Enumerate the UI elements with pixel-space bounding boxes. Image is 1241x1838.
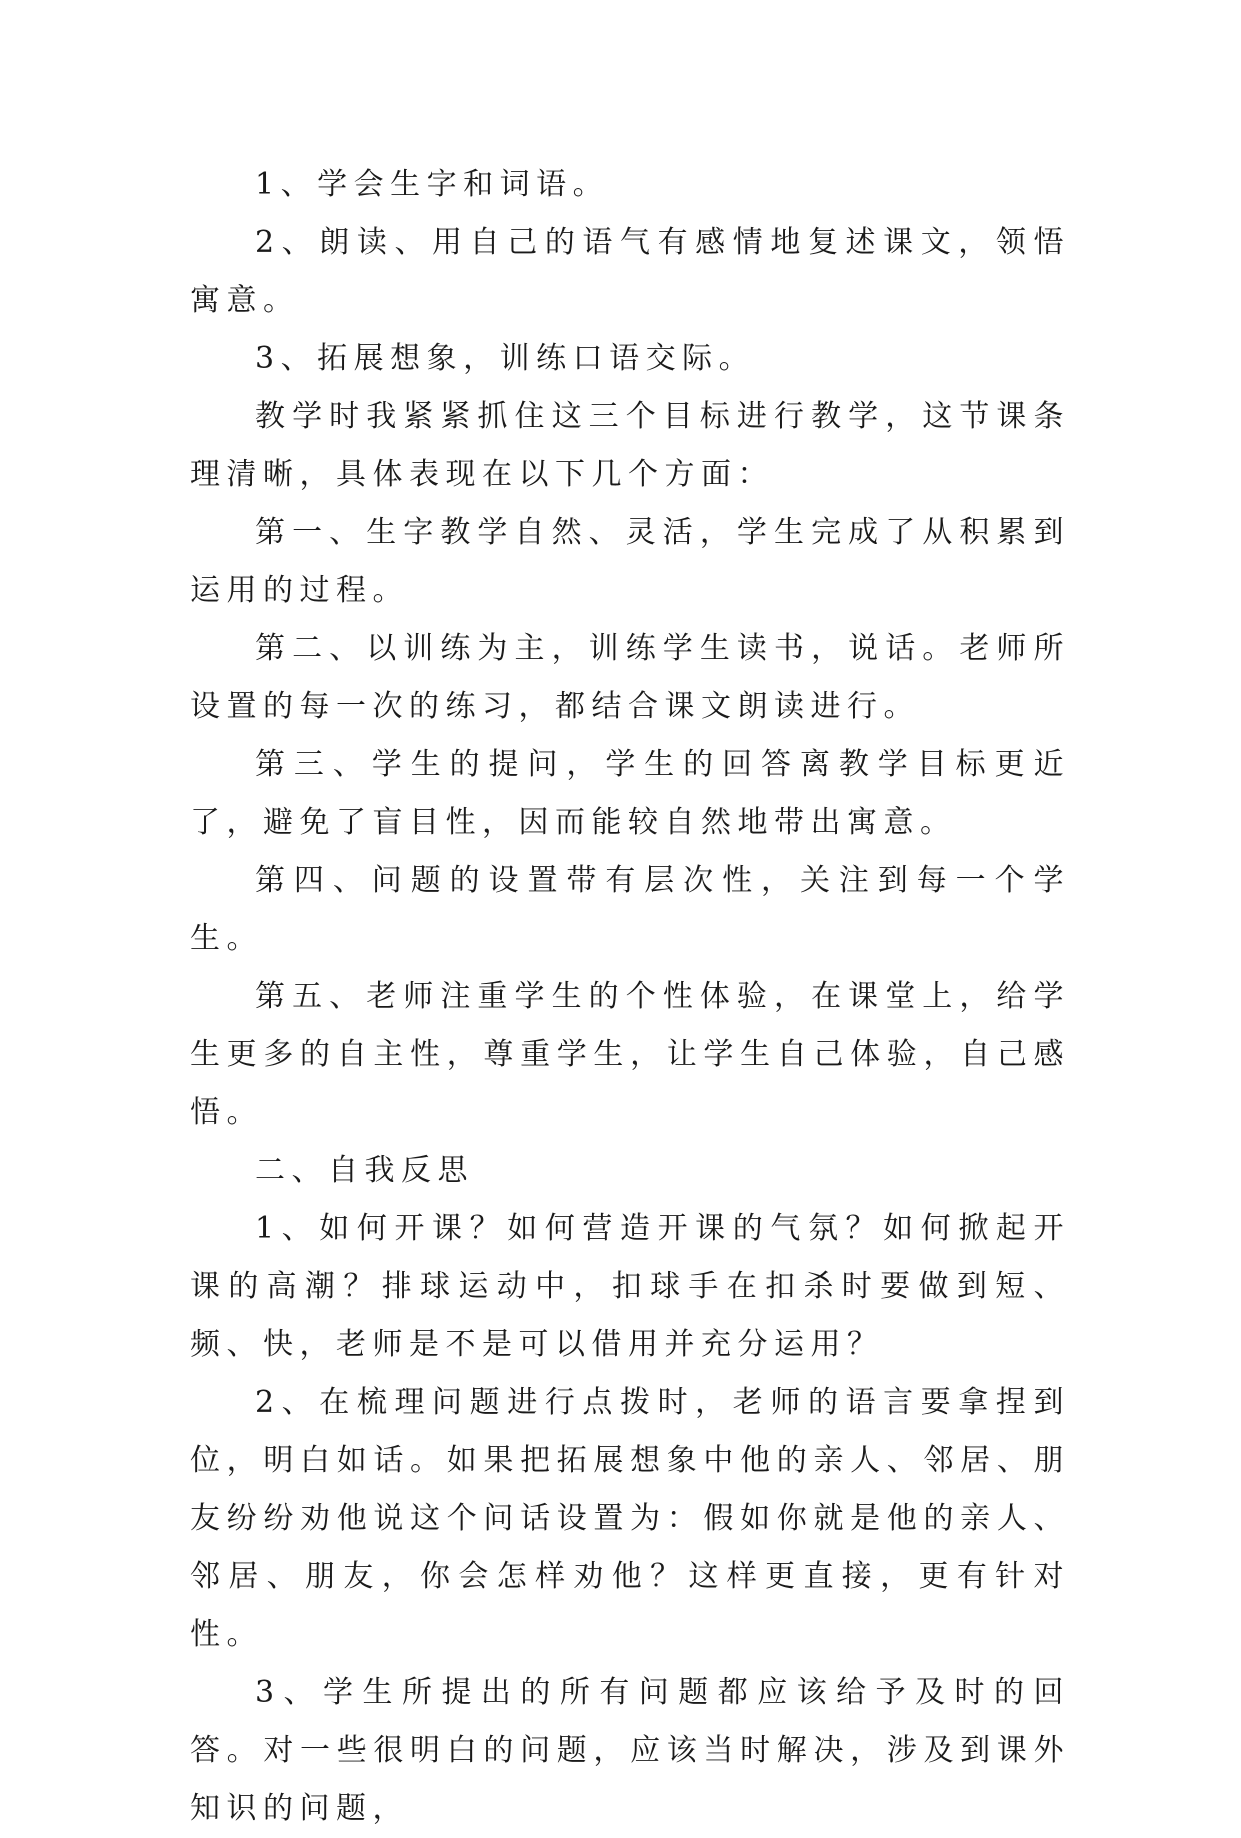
document-body <box>190 156 1070 1838</box>
paragraph: 2、在梳理问题进行点拨时，老师的语言要拿捏到位，明白如话。如果把拓展想象中他的亲人、邻居、朋友纷纷劝他说这个问话设置为：假如你就是他的亲人、邻居、朋友，你会怎样劝他？这样更直接，更有针对性。 <box>190 1385 1070 1652</box>
section-heading: 二、自我反思 <box>255 1153 474 1188</box>
paragraph: 1、学会生字和词语。 <box>255 167 610 202</box>
paragraph: 2、朗读、用自己的语气有感情地复述课文，领悟寓意。 <box>190 225 1070 318</box>
paragraph: 3、拓展想象，训练口语交际。 <box>255 341 756 376</box>
paragraph: 教学时我紧紧抓住这三个目标进行教学，这节课条理清晰，具体表现在以下几个方面： <box>190 399 1070 492</box>
paragraph: 第四、问题的设置带有层次性，关注到每一个学生。 <box>190 863 1070 956</box>
paragraph: 第二、以训练为主，训练学生读书，说话。老师所设置的每一次的练习，都结合课文朗读进行。 <box>190 631 1070 724</box>
paragraph: 第五、老师注重学生的个性体验，在课堂上，给学生更多的自主性，尊重学生，让学生自己体验，自己感悟。 <box>190 979 1070 1130</box>
paragraph: 3、学生所提出的所有问题都应该给予及时的回答。对一些很明白的问题，应该当时解决，涉及到课外知识的问题， <box>190 1675 1070 1826</box>
paragraph: 第一、生字教学自然、灵活，学生完成了从积累到运用的过程。 <box>190 515 1070 608</box>
paragraph: 第三、学生的提问，学生的回答离教学目标更近了，避免了盲目性，因而能较自然地带出寓意。 <box>190 747 1070 840</box>
paragraph: 1、如何开课？如何营造开课的气氛？如何掀起开课的高潮？排球运动中，扣球手在扣杀时要做到短、频、快，老师是不是可以借用并充分运用？ <box>190 1211 1070 1362</box>
